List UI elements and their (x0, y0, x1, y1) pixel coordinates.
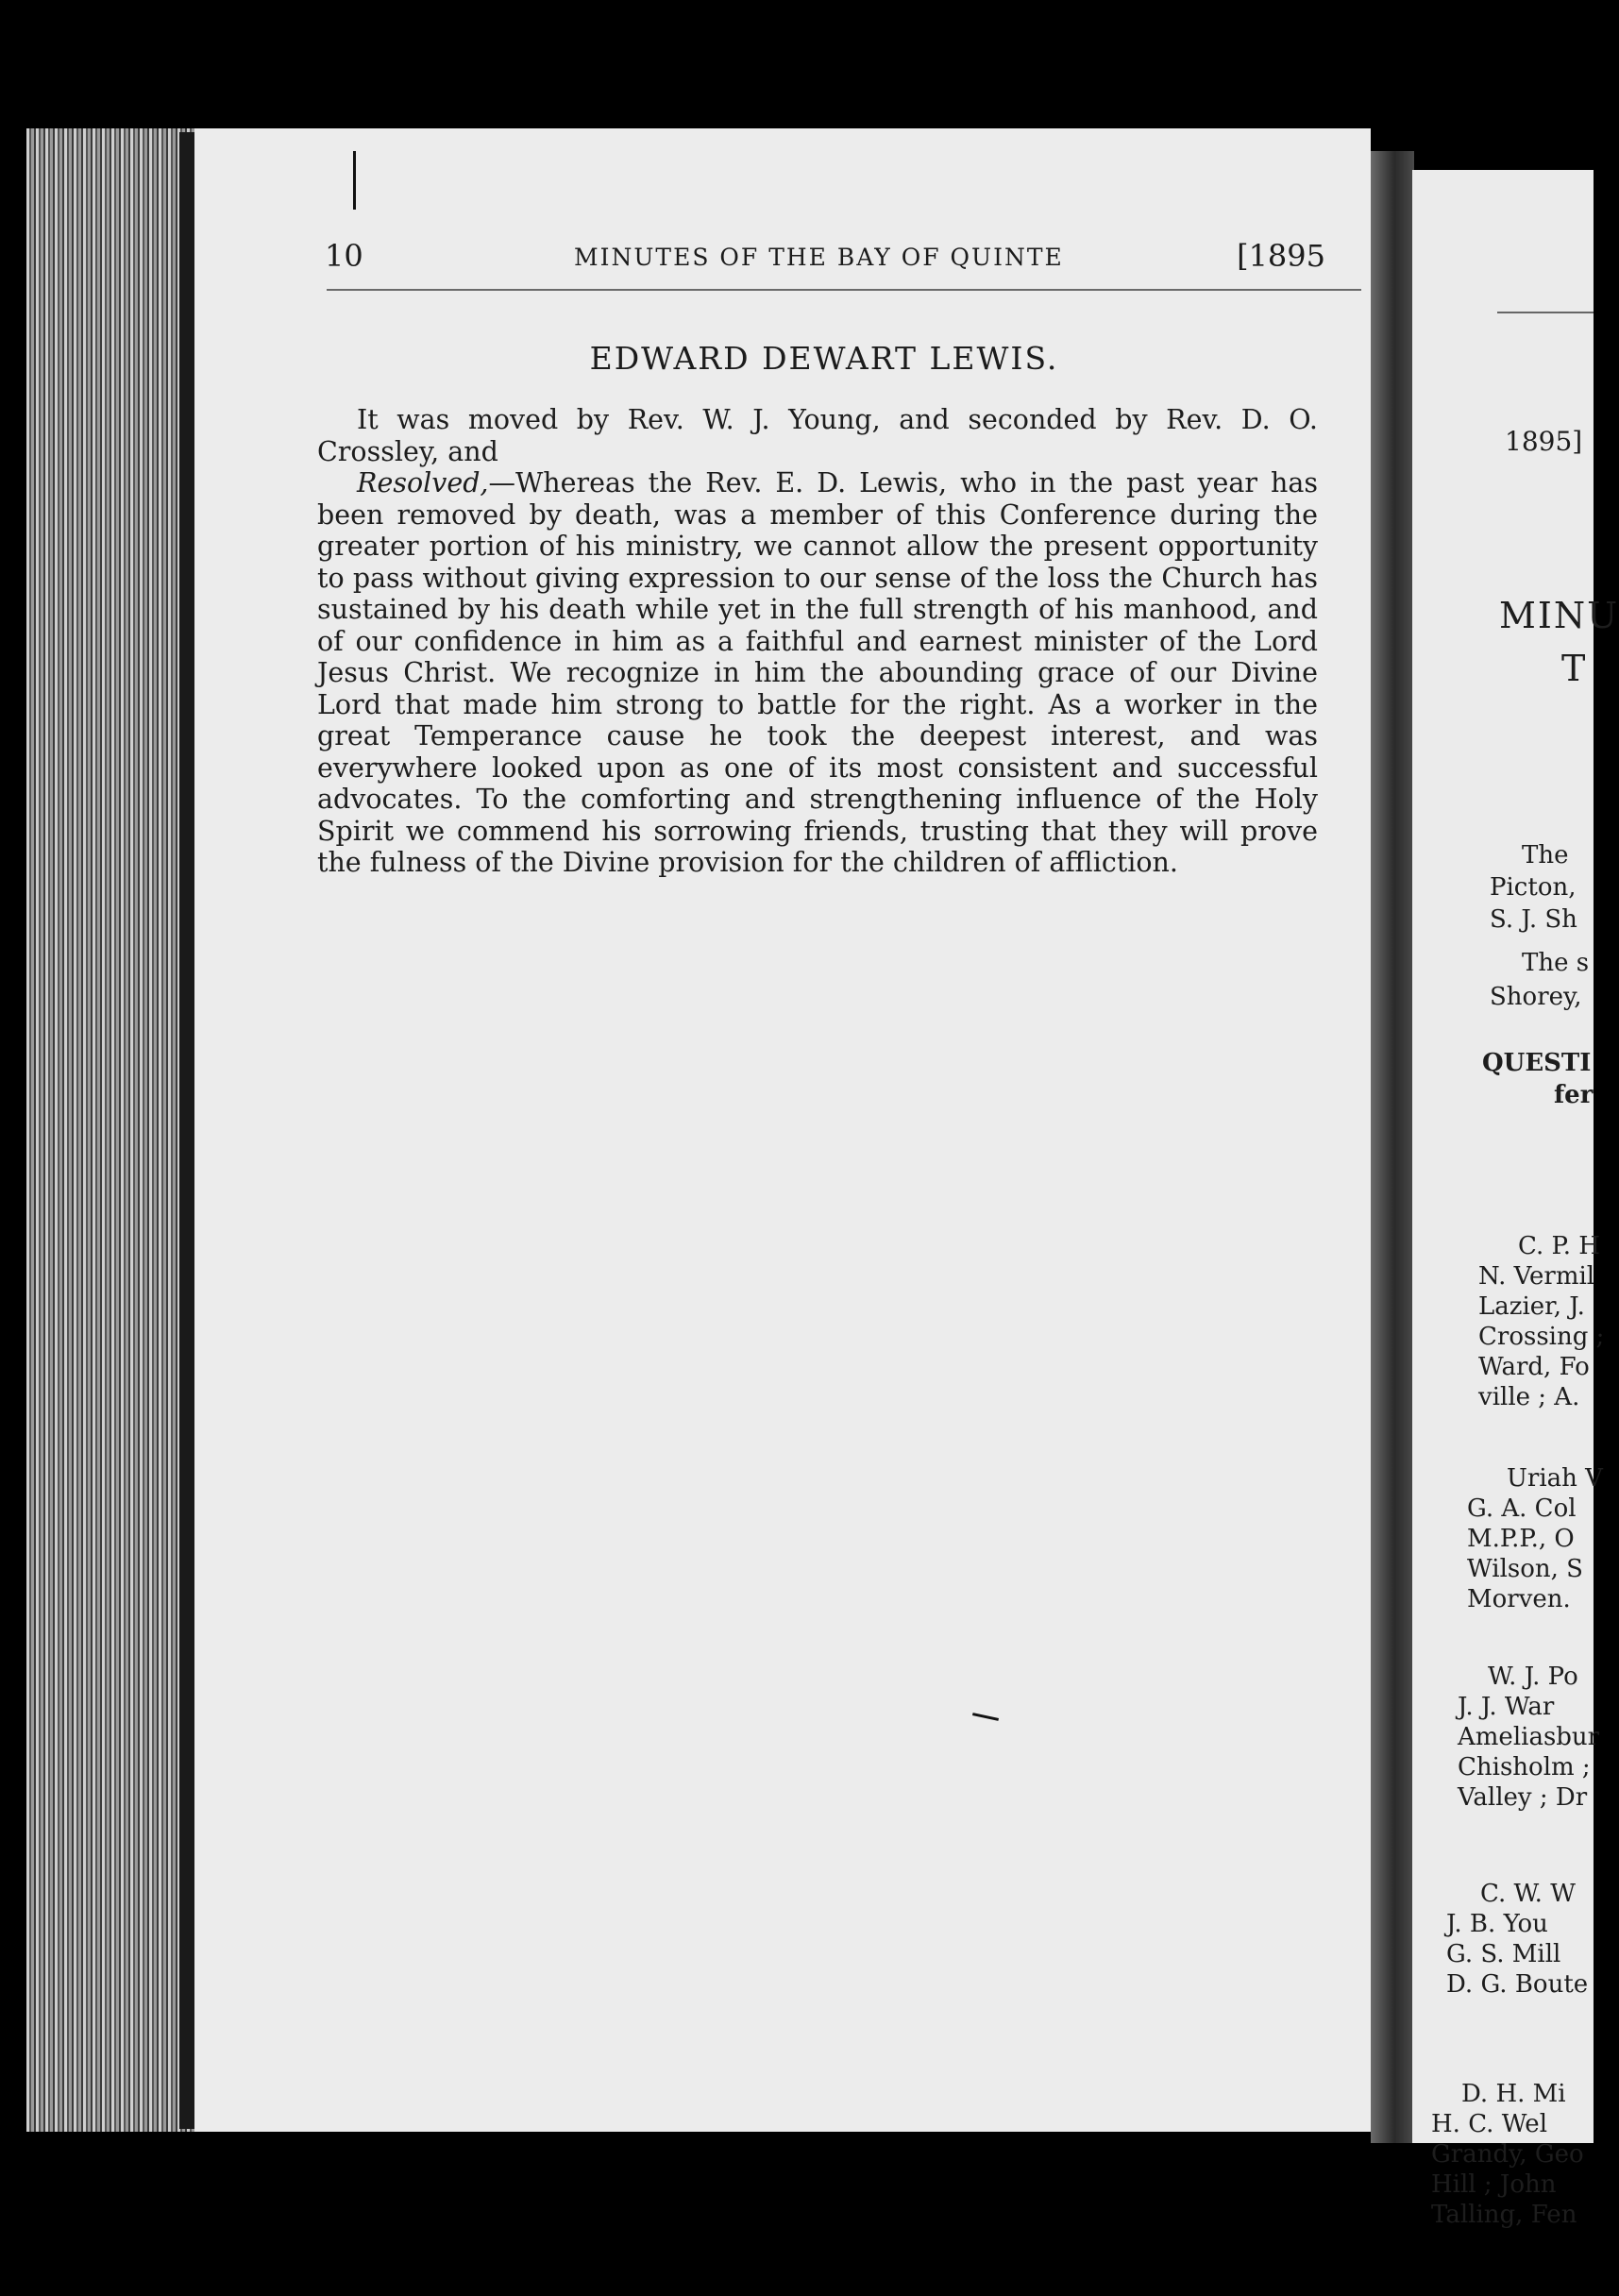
right-line: Crossing ; (1478, 1323, 1605, 1351)
right-line: C. P. H (1518, 1232, 1600, 1260)
right-line: fer (1554, 1081, 1594, 1109)
right-line: QUESTI (1482, 1049, 1592, 1077)
running-title: MINUTES OF THE BAY OF QUINTE (574, 244, 1064, 271)
right-page (1412, 170, 1619, 2229)
book-gutter (1371, 151, 1414, 2143)
paragraph-motion: It was moved by Rev. W. J. Young, and seconded by Rev. D. O. Crossley, and (317, 404, 1318, 467)
right-heading-line-1: MINU (1499, 595, 1619, 636)
right-line: Ward, Fo (1478, 1353, 1590, 1381)
book-page-edges (26, 128, 196, 2132)
right-line: Morven. (1467, 1585, 1571, 1613)
right-line: Shorey, (1490, 983, 1582, 1011)
right-line: M.P.P., O (1467, 1525, 1575, 1553)
right-line: Valley ; Dr (1458, 1783, 1588, 1812)
pencil-mark (353, 151, 356, 210)
memorial-title: EDWARD DEWART LEWIS. (589, 340, 1059, 377)
right-line: J. J. War (1458, 1693, 1555, 1721)
right-line: Grandy, Geo (1431, 2140, 1584, 2169)
right-line: H. C. Wel (1431, 2110, 1548, 2138)
right-line: J. B. You (1446, 1910, 1548, 1938)
right-line: C. W. W (1480, 1880, 1576, 1908)
header-year: [1895 (1237, 238, 1325, 274)
right-heading-line-2: T (1561, 648, 1588, 689)
page-number: 10 (325, 238, 363, 274)
right-line: The s (1522, 949, 1590, 977)
page-header (325, 238, 1325, 276)
right-line: The (1522, 841, 1569, 869)
resolution-text: —Whereas the Rev. E. D. Lewis, who in the past year has been removed by death, was a member of this Conference during the greater portion of his ministry, we cannot allow the present opportunity to pass without giving expression to our sense of the loss the Church has sustained by his death while yet in the full strength of his manhood, and of our confidence in him as a faithful and earnest minister of the Lord Jesus Christ. We recognize in him the abounding grace of our Divine Lord that made him strong to battle for the right. As a worker in the great Temperance cause he took the deepest interest, and was everywhere looked upon as one of its most consistent and successful advocates. To the comforting and strengthening influence of the Holy Spirit we commend his sorrowing friends, trusting that they will prove the fulness of the Divine provision for the children of affliction. (317, 467, 1318, 878)
right-line: Wilson, S (1467, 1555, 1583, 1583)
right-line: D. H. Mi (1461, 2080, 1566, 2108)
header-rule (327, 289, 1361, 291)
right-line: Hill ; John (1431, 2170, 1557, 2199)
paragraph-resolution (317, 467, 1318, 879)
right-line: Ameliasbur (1458, 1723, 1600, 1751)
right-line: Talling, Fen (1431, 2201, 1577, 2229)
right-line: N. Vermil (1478, 1262, 1595, 1291)
right-line: D. G. Boute (1446, 1970, 1589, 1999)
right-line: Picton, (1490, 873, 1577, 902)
right-line: Uriah V (1507, 1464, 1603, 1493)
right-line: W. J. Po (1488, 1663, 1578, 1691)
right-line: ville ; A. (1478, 1383, 1580, 1411)
right-header-rule (1497, 312, 1594, 313)
right-line: G. S. Mill (1446, 1940, 1561, 1968)
memorial-body (317, 404, 1318, 879)
right-line: Chisholm ; (1458, 1753, 1591, 1781)
right-line: S. J. Sh (1490, 905, 1577, 934)
right-line: G. A. Col (1467, 1494, 1577, 1523)
right-line: Lazier, J. (1478, 1292, 1585, 1321)
resolved-label: Resolved, (357, 467, 489, 498)
right-page-year: 1895] (1505, 426, 1583, 457)
